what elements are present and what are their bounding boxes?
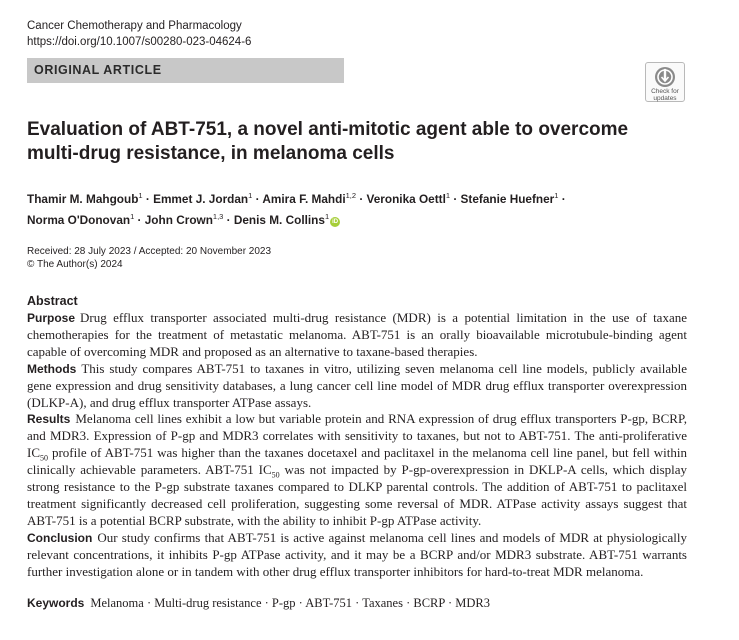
orcid-icon[interactable]: iD [332, 218, 339, 225]
author[interactable]: Emmet J. Jordan$^1$ [153, 191, 253, 206]
article-dates [27, 245, 271, 271]
crossmark-icon [654, 66, 676, 88]
doi-link[interactable]: https://doi.org/10.1007/s00280-023-04624-6 [27, 36, 252, 48]
conclusion-label: Conclusion [27, 530, 93, 545]
received-accepted: Received: 28 July 2023 / Accepted: 20 November 2023 [27, 246, 272, 257]
abstract-purpose: Purpose Drug efflux transporter associated multi-drug resistance (MDR) is a potential limitation in the use of taxane chemotherapies for the treatment of metastatic melanoma. ABT-751 is an orally bioavailable microtubule-binding agent capable of overcoming MDR and proposed as an alternative to taxane-based therapies. [27, 310, 687, 359]
copyright: © The Author(s) 2024 [27, 259, 123, 270]
keywords [27, 595, 707, 611]
title-line-2: multi-drug resistance, in melanoma cells [27, 143, 395, 164]
journal-name: Cancer Chemotherapy and Pharmacology [27, 20, 242, 32]
author[interactable]: John Crown$^{1,3}$ [144, 211, 224, 227]
keywords-label: Keywords [27, 596, 85, 610]
keywords-list: Melanoma · Multi-drug resistance · P-gp · ABT-751 · Taxanes · BCRP · MDR3 [90, 596, 491, 610]
updates-label: updates [653, 95, 677, 102]
methods-label: Methods [27, 361, 77, 376]
author[interactable]: Norma O'Donovan$^1$ [27, 211, 135, 227]
abstract-heading: Abstract [27, 294, 78, 308]
author[interactable]: Amira F. Mahdi$^{1,2}$ [262, 191, 357, 206]
author[interactable]: Veronika Oettl$^1$ [366, 191, 451, 206]
purpose-label: Purpose [27, 311, 76, 325]
author[interactable]: Stefanie Huefner$^1$ [460, 191, 559, 206]
abstract-methods: Methods This study compares ABT-751 to taxanes in vitro, utilizing seven melanoma cell line models, publicly available gene expression and drug sensitivity databases, a lung cancer cell line model of MDR drug efflux transporter overexpression (DLKP-A), and drug efflux transporter ATPase assays. [27, 360, 687, 410]
article-title [27, 118, 647, 166]
article-type-banner: ORIGINAL ARTICLE [27, 58, 344, 83]
abstract-body [27, 310, 687, 581]
check-for-label: Check for [651, 88, 679, 95]
abstract-conclusion: Conclusion Our study confirms that ABT-751 is active against melanoma cell lines and models of MDR at physiologically relevant concentrations, it inhibits P-gp ATPase activity, and it may be a BCRP and/or MDR3 substrate. ABT-751 warrants further investigation alone or in tandem with other drug efflux transporter inhibitors for hard-to-treat MDR melanoma. [27, 529, 687, 579]
abstract-results: Results Melanoma cell lines exhibit a low but variable protein and RNA expression of drug efflux transporters P-gp, BCRP, and MDR3. Expression of P-gp and MDR3 correlates with sensitivity to taxanes, but not to ABT-751. The anti-proliferative $IC_{50}$ profile of ABT-751 was higher than the taxanes docetaxel and paclitaxel in the melanoma cell line panel, but fell within clinically achievable parameters. ABT-751 $IC_{50}$ was not impacted by P-gp-overexpression in DKLP-A cells, which display strong resistance to the P-gp substrate taxanes compared to DLKP parental controls. The addition of ABT-751 to paclitaxel treatment significantly decreased cell proliferation, suggesting some reversal of MDR. ATPase activity assays suggest that ABT-751 is a potential BCRP substrate, with the ability to inhibit P-gp ATPase activity. [27, 411, 688, 528]
results-label: Results [27, 412, 71, 427]
author-list: Thamir M. Mahgoub$^1$ · Emmet J. Jordan$^1$ · Amira F. Mahdi$^{1,2}$ · Veronika Oettl$^1$ · Stefanie Huefner$^1$ · Norma O'Donovan$^1$ · John Crown$^{1,3}$ · Denis M. Collins$^1$iD [27, 191, 566, 227]
author[interactable]: Denis M. Collins$^1$ [233, 211, 330, 227]
title-line-1: Evaluation of ABT-751, a novel anti-mitotic agent able to overcome [27, 119, 629, 140]
author[interactable]: Thamir M. Mahgoub$^1$ [27, 191, 143, 206]
check-for-updates-badge[interactable] [645, 62, 685, 102]
journal-header [27, 18, 251, 50]
